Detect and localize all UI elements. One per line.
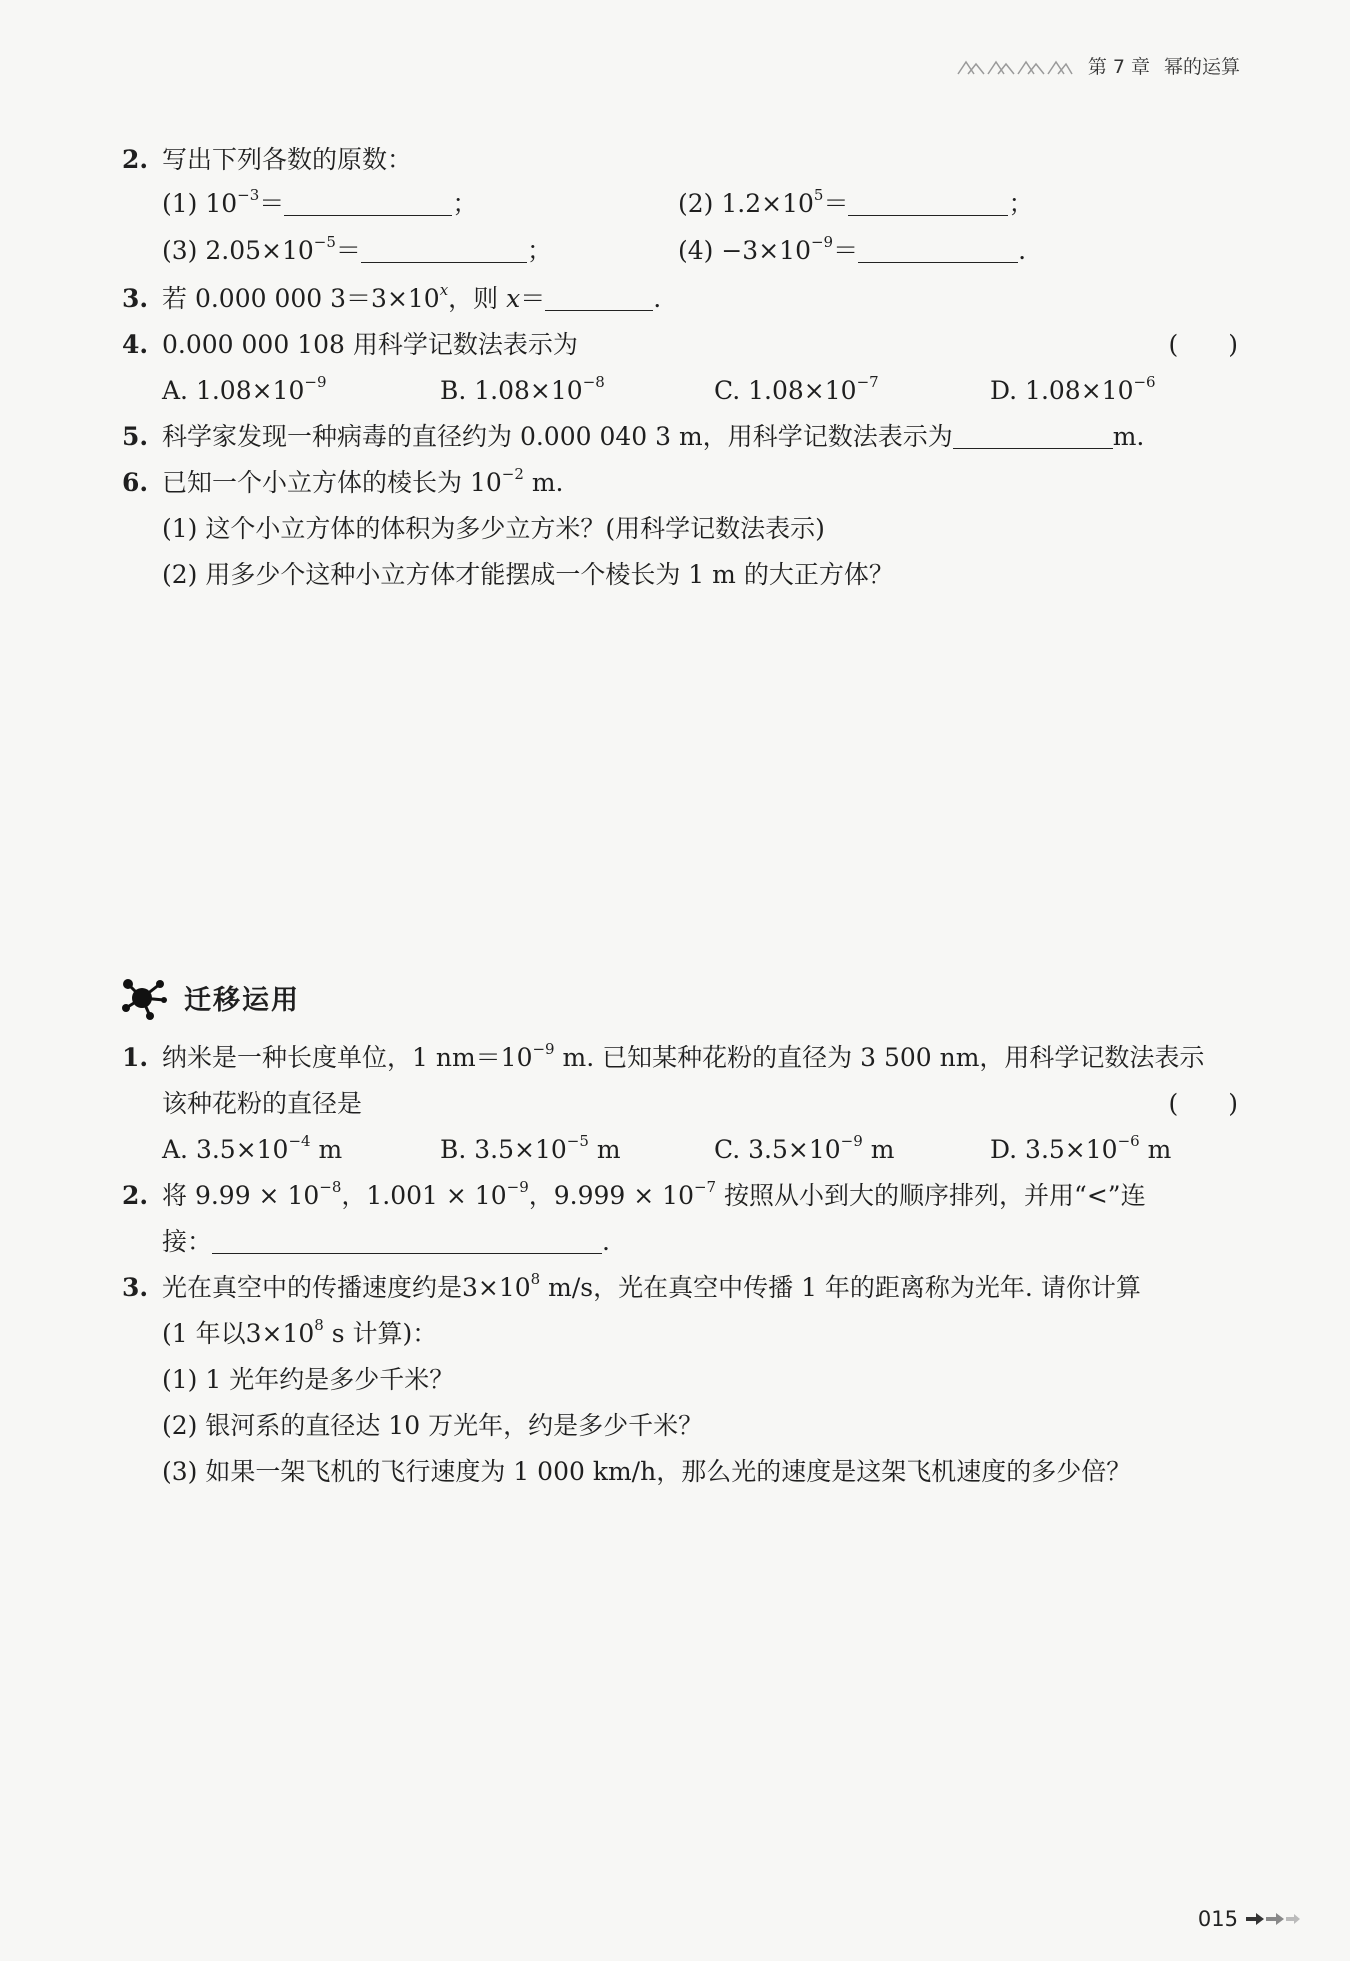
option-a[interactable]: A. $1.08\times 10^{-9}$ (162, 373, 327, 405)
chapter-number: 第 7 章 (1087, 56, 1150, 78)
question-text: 已知一个小立方体的棱长为 $10^{-2}$ m. (162, 465, 564, 497)
question-number: 1. (122, 1043, 149, 1072)
question-text: 光在真空中的传播速度约是$3\times 10^8$ m/s，光在真空中传播 1 年的距离称为光年. 请你计算 (162, 1270, 1141, 1302)
answer-blank[interactable] (212, 1227, 602, 1254)
option-c[interactable]: C. $1.08\times 10^{-7}$ (714, 373, 879, 405)
question-text: 0.000 000 108 用科学记数法表示为 (162, 330, 578, 359)
page-footer (1198, 1907, 1302, 1931)
question-number: 3. (122, 284, 149, 313)
section-heading (120, 972, 300, 1022)
question-text: 纳米是一种长度单位，1 $nm=10^{-9}$ m. 已知某种花粉的直径为 3 500 nm，用科学记数法表示 (162, 1040, 1205, 1072)
question-number: 4. (122, 330, 149, 359)
sub-item-3: (3) $2.05\times 10^{-5}=$ ； (162, 233, 552, 265)
answer-paren[interactable]: ( ) (1168, 330, 1238, 359)
answer-blank[interactable] (953, 422, 1113, 449)
option-b[interactable]: B. $1.08\times 10^{-8}$ (440, 373, 605, 405)
answer-blank[interactable] (361, 236, 527, 263)
option-a[interactable]: A. $3.5\times 10^{-4}$ m (162, 1132, 343, 1164)
question-text: 科学家发现一种病毒的直径约为 0.000 040 3 m，用科学记数法表示为 m. (162, 422, 1145, 451)
answer-paren[interactable]: ( ) (1168, 1089, 1238, 1118)
question-text: 若 0.000 000 $3=3\times 10^x$，则 x＝ . (162, 281, 662, 313)
sub-item-1: (1) $10^{-3}=$ ； (162, 186, 478, 218)
page-number: 015 (1197, 1907, 1238, 1931)
option-c[interactable]: C. $3.5\times 10^{-9}$ m (714, 1132, 895, 1164)
answer-blank[interactable] (858, 236, 1018, 263)
question-number: 5. (122, 422, 149, 451)
question-text: 写出下列各数的原数： (162, 145, 413, 174)
sub-item-2: (2) $1.2\times 10^5=$ ； (678, 186, 1034, 218)
section-title: 迁移运用 (184, 984, 300, 1016)
page-header (956, 52, 1240, 79)
workbook-page: 第 7 章 幂的运算 2. 写出下列各数的原数： (1) $10^{-3}=$ ； (2) $1.2\times 10^5=$ ； (3) $2.05\times 10^{-5}=$ ； $(4) -3\times 10^{-9}=$ . 3. 若 0.000 000 $3=3\times 10^x$，则 x＝ . 4. 0.000 000 108 用科学记数法表示为 ( ) A. $1.08\times 10^{-9}$ B. $1.08\times 10^{-8}$ C. $1.08\times 10^{-7}$ D. $1.08\times 10^{-6}$ 5. 科学家发现一种病毒的直径约为 0.000 040 3 m，用科学记数法表示为 m. 6. 已知一个小立方体的棱长为 $10^{-2}$ m. (1) 这个小立方体的体积为多少立方米？(用科学记数法表示) (2) 用多少个这种小立方体才能摆成一个棱长为 1 m 的大正方体？ 迁移运用 1. 纳米是一种长度单位，1 $nm=10^{-9}$ m. 已知某种花粉的直径为 3 500 nm，用科学记数法表示 该种花粉的直径是 ( ) A. $3.5\times 10^{-4}$ m B. $3.5\times 10^{-5}$ m C. $3.5\times 10^{-9}$ m D. $3.5\times 10^{-6}$ m 2. 将 $9.99 \times 10^{-8}$，$1.001 \times 10^{-9}$，$9.999 \times 10^{-7}$ 按照从小到大的顺序排列，并用“<”连 接： . 3. 光在真空中的传播速度约是$3\times 10^8$ m/s，光在真空中传播 1 年的距离称为光年. 请你计算 (1 年以$3\times 10^8$ s 计算)： (1) 1 光年约是多少千米？ (2) 银河系的直径达 10 万光年，约是多少千米？ (3) 如果一架飞机的飞行速度为 1 000 km/h，那么光的速度是这架飞机速度的多少倍？ 015 (0, 0, 1350, 1961)
chapter-title: 幂的运算 (1163, 56, 1240, 78)
option-d[interactable]: D. $1.08\times 10^{-6}$ (990, 373, 1156, 405)
question-number: 2. (122, 1181, 149, 1210)
answer-blank[interactable] (284, 189, 452, 216)
question-text: 将 $9.99 \times 10^{-8}$，$1.001 \times 10^{-9}$，$9.999 \times 10^{-7}$ 按照从小到大的顺序排列，并用“<”连 (162, 1178, 1146, 1210)
option-d[interactable]: D. $3.5\times 10^{-6}$ m (990, 1132, 1172, 1164)
molecule-icon (120, 972, 170, 1022)
answer-blank[interactable] (848, 189, 1008, 216)
arrow-right-icon (1244, 1911, 1302, 1927)
question-number: 6. (122, 468, 149, 497)
answer-blank[interactable] (545, 284, 653, 311)
option-b[interactable]: B. $3.5\times 10^{-5}$ m (440, 1132, 621, 1164)
sub-item-4: $(4) -3\times 10^{-9}=$ . (678, 233, 1027, 265)
question-number: 2. (122, 145, 149, 174)
mountain-decoration-icon (956, 56, 1074, 76)
question-number: 3. (122, 1273, 149, 1302)
